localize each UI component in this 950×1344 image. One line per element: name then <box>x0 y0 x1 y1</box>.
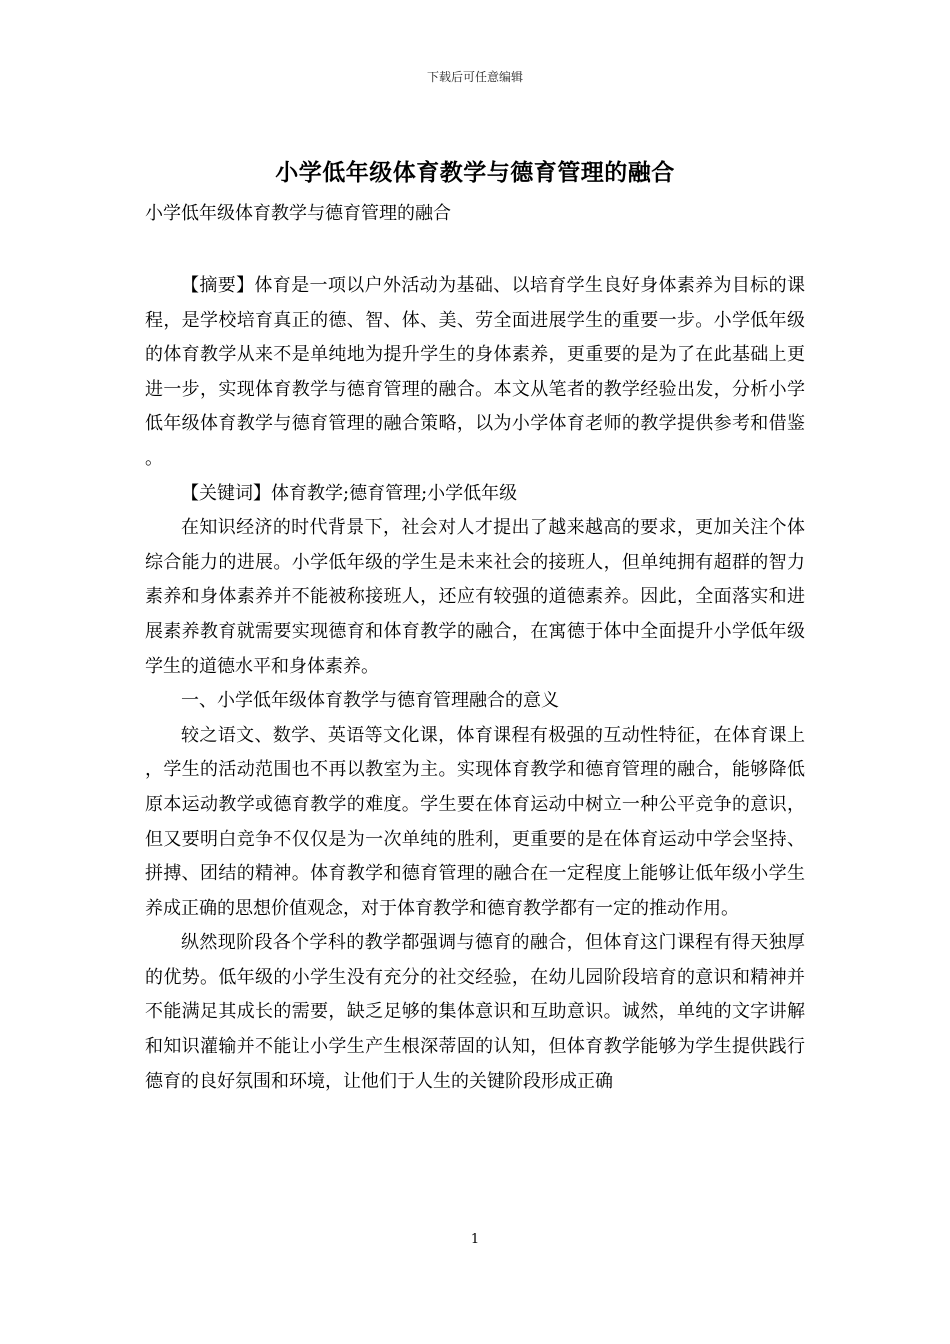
body-paragraph: 在知识经济的时代背景下，社会对人才提出了越来越高的要求，更加关注个体综合能力的进展。小学低年级的学生是未来社会的接班人，但单纯拥有超群的智力素养和身体素养并不能被称接班人，还应有较强的道德素养。因此，全面落实和进展素养教育就需要实现德育和体育教学的融合，在寓德于体中全面提升小学低年级学生的道德水平和身体素养。 <box>145 517 805 677</box>
abstract-paragraph: 【摘要】体育是一项以户外活动为基础、以培育学生良好身体素养为目标的课程，是学校培育真正的德、智、体、美、劳全面进展学生的重要一步。小学低年级的体育教学从来不是单纯地为提升学生的身体素养，更重要的是为了在此基础上更进一步，实现体育教学与德育管理的融合。本文从笔者的教学经验出发，分析小学低年级体育教学与德育管理的融合策略，以为小学体育老师的教学提供参考和借鉴。 <box>145 275 805 469</box>
document-subtitle: 小学低年级体育教学与德育管理的融合 <box>145 203 451 224</box>
section-heading: 一、小学低年级体育教学与德育管理融合的意义 <box>181 690 559 712</box>
page-number: 1 <box>470 1232 480 1247</box>
keywords-paragraph: 【关键词】体育教学;德育管理;小学低年级 <box>181 482 518 504</box>
body-paragraph: 较之语文、数学、英语等文化课，体育课程有极强的互动性特征，在体育课上，学生的活动范围也不再以教室为主。实现体育教学和德育管理的融合，能够降低原本运动教学或德育教学的难度。学生要在体育运动中树立一种公平竞争的意识，但又要明白竞争不仅仅是为一次单纯的胜利，更重要的是在体育运动中学会坚持、拼搏、团结的精神。体育教学和德育管理的融合在一定程度上能够让低年级小学生养成正确的思想价值观念，对于体育教学和德育教学都有一定的推动作用。 <box>145 724 805 919</box>
body-paragraph: 纵然现阶段各个学科的教学都强调与德育的融合，但体育这门课程有得天独厚的优势。低年级的小学生没有充分的社交经验，在幼儿园阶段培育的意识和精神并不能满足其成长的需要，缺乏足够的集体意识和互助意识。诚然，单纯的文字讲解和知识灌输并不能让小学生产生根深蒂固的认知，但体育教学能够为学生提供践行德育的良好氛围和环境，让他们于人生的关键阶段形成正确 <box>145 932 805 1092</box>
header-note: 下载后可任意编辑 <box>426 70 523 84</box>
document-body <box>145 269 805 1099</box>
document-title: 小学低年级体育教学与德育管理的融合 <box>275 159 675 186</box>
